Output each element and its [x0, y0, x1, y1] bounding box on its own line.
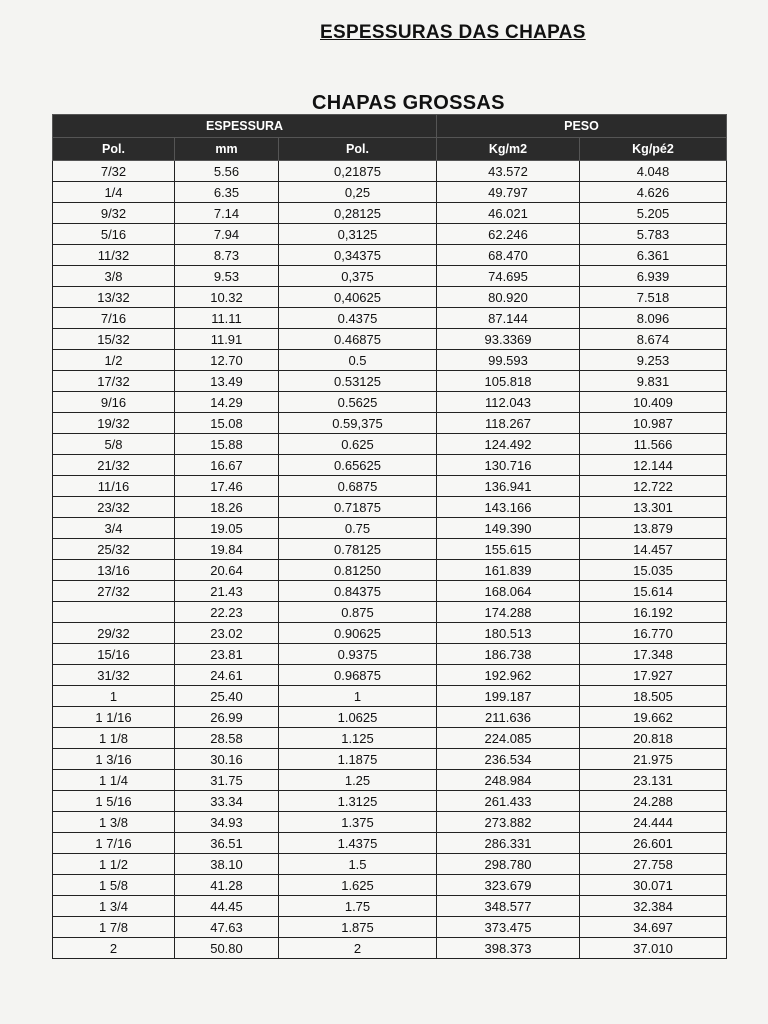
cell-kg-m2: 124.492 [437, 434, 580, 455]
cell-mm: 30.16 [175, 749, 279, 770]
table-row [53, 581, 727, 602]
cell-kg-pe2: 7.518 [580, 287, 727, 308]
cell-pol-fraction: 1 7/8 [53, 917, 175, 938]
cell-kg-m2: 348.577 [437, 896, 580, 917]
cell-pol-fraction: 19/32 [53, 413, 175, 434]
cell-pol-decimal: 1.625 [279, 875, 437, 896]
cell-mm: 26.99 [175, 707, 279, 728]
cell-pol-decimal: 0.4375 [279, 308, 437, 329]
cell-kg-m2: 236.534 [437, 749, 580, 770]
cell-mm: 44.45 [175, 896, 279, 917]
table-row [53, 161, 727, 182]
cell-mm: 9.53 [175, 266, 279, 287]
table-body [53, 161, 727, 959]
cell-kg-pe2: 13.879 [580, 518, 727, 539]
cell-pol-decimal: 0,25 [279, 182, 437, 203]
table-row [53, 812, 727, 833]
cell-kg-pe2: 18.505 [580, 686, 727, 707]
cell-mm: 11.91 [175, 329, 279, 350]
cell-kg-m2: 136.941 [437, 476, 580, 497]
cell-kg-m2: 248.984 [437, 770, 580, 791]
cell-kg-pe2: 8.674 [580, 329, 727, 350]
cell-pol-fraction: 11/32 [53, 245, 175, 266]
cell-kg-m2: 118.267 [437, 413, 580, 434]
table-row [53, 497, 727, 518]
cell-mm: 7.94 [175, 224, 279, 245]
table-row [53, 434, 727, 455]
cell-kg-pe2: 32.384 [580, 896, 727, 917]
cell-pol-fraction: 15/32 [53, 329, 175, 350]
cell-kg-m2: 192.962 [437, 665, 580, 686]
cell-mm: 12.70 [175, 350, 279, 371]
cell-kg-pe2: 12.144 [580, 455, 727, 476]
cell-kg-m2: 130.716 [437, 455, 580, 476]
table-row [53, 707, 727, 728]
cell-pol-fraction: 11/16 [53, 476, 175, 497]
cell-kg-pe2: 23.131 [580, 770, 727, 791]
cell-mm: 23.02 [175, 623, 279, 644]
cell-mm: 38.10 [175, 854, 279, 875]
table-row [53, 770, 727, 791]
cell-mm: 31.75 [175, 770, 279, 791]
cell-mm: 19.84 [175, 539, 279, 560]
cell-mm: 19.05 [175, 518, 279, 539]
cell-pol-decimal: 1.5 [279, 854, 437, 875]
cell-mm: 28.58 [175, 728, 279, 749]
cell-kg-pe2: 16.192 [580, 602, 727, 623]
table-row [53, 623, 727, 644]
table-row [53, 392, 727, 413]
cell-kg-m2: 99.593 [437, 350, 580, 371]
cell-kg-pe2: 4.626 [580, 182, 727, 203]
cell-mm: 41.28 [175, 875, 279, 896]
cell-kg-pe2: 4.048 [580, 161, 727, 182]
thickness-table-container [52, 114, 726, 959]
table-row [53, 350, 727, 371]
table-row [53, 749, 727, 770]
cell-pol-fraction: 3/8 [53, 266, 175, 287]
cell-kg-pe2: 17.348 [580, 644, 727, 665]
cell-kg-m2: 224.085 [437, 728, 580, 749]
cell-kg-m2: 211.636 [437, 707, 580, 728]
cell-pol-fraction: 1 3/8 [53, 812, 175, 833]
cell-pol-fraction: 2 [53, 938, 175, 959]
cell-pol-fraction: 9/16 [53, 392, 175, 413]
header-group-espessura: ESPESSURA [53, 115, 437, 138]
cell-pol-decimal: 0.9375 [279, 644, 437, 665]
cell-pol-fraction: 25/32 [53, 539, 175, 560]
table-header [53, 115, 727, 161]
cell-kg-m2: 199.187 [437, 686, 580, 707]
table-row [53, 224, 727, 245]
cell-kg-pe2: 30.071 [580, 875, 727, 896]
cell-pol-fraction: 1 3/16 [53, 749, 175, 770]
cell-kg-m2: 43.572 [437, 161, 580, 182]
cell-kg-m2: 93.3369 [437, 329, 580, 350]
cell-pol-decimal: 0.46875 [279, 329, 437, 350]
thickness-table [52, 114, 727, 959]
cell-kg-m2: 112.043 [437, 392, 580, 413]
cell-kg-pe2: 26.601 [580, 833, 727, 854]
cell-mm: 8.73 [175, 245, 279, 266]
cell-mm: 13.49 [175, 371, 279, 392]
cell-kg-m2: 155.615 [437, 539, 580, 560]
table-row [53, 665, 727, 686]
cell-pol-decimal: 0.71875 [279, 497, 437, 518]
cell-kg-m2: 298.780 [437, 854, 580, 875]
cell-pol-decimal: 1 [279, 686, 437, 707]
cell-pol-decimal: 0.625 [279, 434, 437, 455]
cell-kg-pe2: 37.010 [580, 938, 727, 959]
cell-mm: 24.61 [175, 665, 279, 686]
table-row [53, 917, 727, 938]
header-col-kg-m2: Kg/m2 [437, 138, 580, 161]
table-row [53, 182, 727, 203]
cell-kg-m2: 68.470 [437, 245, 580, 266]
cell-kg-pe2: 15.614 [580, 581, 727, 602]
cell-mm: 34.93 [175, 812, 279, 833]
cell-pol-decimal: 0,375 [279, 266, 437, 287]
cell-pol-decimal: 1.875 [279, 917, 437, 938]
cell-kg-pe2: 6.939 [580, 266, 727, 287]
cell-pol-decimal: 1.25 [279, 770, 437, 791]
cell-kg-m2: 143.166 [437, 497, 580, 518]
header-col-kg-pe2: Kg/pé2 [580, 138, 727, 161]
cell-mm: 20.64 [175, 560, 279, 581]
cell-mm: 10.32 [175, 287, 279, 308]
table-row [53, 833, 727, 854]
cell-kg-pe2: 6.361 [580, 245, 727, 266]
table-row [53, 413, 727, 434]
cell-kg-m2: 180.513 [437, 623, 580, 644]
cell-mm: 17.46 [175, 476, 279, 497]
cell-mm: 15.88 [175, 434, 279, 455]
header-col-mm: mm [175, 138, 279, 161]
cell-kg-pe2: 12.722 [580, 476, 727, 497]
cell-pol-decimal: 1.1875 [279, 749, 437, 770]
table-row [53, 287, 727, 308]
table-row [53, 245, 727, 266]
table-row [53, 539, 727, 560]
page-title: ESPESSURAS DAS CHAPAS [320, 22, 586, 43]
table-row [53, 686, 727, 707]
cell-mm: 21.43 [175, 581, 279, 602]
cell-pol-fraction: 1 1/8 [53, 728, 175, 749]
cell-pol-decimal: 0.84375 [279, 581, 437, 602]
cell-mm: 5.56 [175, 161, 279, 182]
cell-pol-decimal: 0.59,375 [279, 413, 437, 434]
cell-mm: 6.35 [175, 182, 279, 203]
cell-kg-m2: 323.679 [437, 875, 580, 896]
cell-kg-m2: 186.738 [437, 644, 580, 665]
cell-kg-pe2: 17.927 [580, 665, 727, 686]
cell-pol-decimal: 0,28125 [279, 203, 437, 224]
cell-kg-m2: 80.920 [437, 287, 580, 308]
cell-kg-pe2: 27.758 [580, 854, 727, 875]
cell-kg-m2: 174.288 [437, 602, 580, 623]
cell-pol-fraction: 1 [53, 686, 175, 707]
cell-pol-fraction: 29/32 [53, 623, 175, 644]
cell-kg-m2: 398.373 [437, 938, 580, 959]
cell-pol-fraction: 5/16 [53, 224, 175, 245]
cell-kg-pe2: 5.783 [580, 224, 727, 245]
cell-pol-fraction [53, 602, 175, 623]
cell-pol-fraction: 1 1/2 [53, 854, 175, 875]
cell-pol-fraction: 1 1/4 [53, 770, 175, 791]
table-row [53, 203, 727, 224]
header-group-peso: PESO [437, 115, 727, 138]
table-row [53, 455, 727, 476]
table-row [53, 602, 727, 623]
cell-kg-pe2: 34.697 [580, 917, 727, 938]
cell-pol-fraction: 1 1/16 [53, 707, 175, 728]
cell-kg-m2: 168.064 [437, 581, 580, 602]
cell-pol-decimal: 0.53125 [279, 371, 437, 392]
cell-pol-fraction: 5/8 [53, 434, 175, 455]
cell-pol-fraction: 3/4 [53, 518, 175, 539]
cell-kg-pe2: 21.975 [580, 749, 727, 770]
cell-kg-pe2: 24.288 [580, 791, 727, 812]
cell-pol-decimal: 0.65625 [279, 455, 437, 476]
table-row [53, 728, 727, 749]
table-row [53, 518, 727, 539]
cell-pol-decimal: 0,21875 [279, 161, 437, 182]
cell-kg-pe2: 10.409 [580, 392, 727, 413]
table-row [53, 476, 727, 497]
cell-pol-fraction: 13/32 [53, 287, 175, 308]
cell-pol-decimal: 1.3125 [279, 791, 437, 812]
cell-kg-pe2: 14.457 [580, 539, 727, 560]
cell-mm: 50.80 [175, 938, 279, 959]
cell-pol-decimal: 0.96875 [279, 665, 437, 686]
cell-mm: 36.51 [175, 833, 279, 854]
cell-pol-fraction: 23/32 [53, 497, 175, 518]
table-row [53, 329, 727, 350]
cell-pol-fraction: 1 5/8 [53, 875, 175, 896]
cell-kg-pe2: 15.035 [580, 560, 727, 581]
cell-pol-decimal: 0.90625 [279, 623, 437, 644]
table-row [53, 938, 727, 959]
cell-pol-fraction: 1 5/16 [53, 791, 175, 812]
cell-kg-pe2: 10.987 [580, 413, 727, 434]
cell-mm: 22.23 [175, 602, 279, 623]
cell-kg-pe2: 9.253 [580, 350, 727, 371]
header-col-pol-decimal: Pol. [279, 138, 437, 161]
cell-pol-decimal: 0,3125 [279, 224, 437, 245]
cell-kg-pe2: 13.301 [580, 497, 727, 518]
cell-kg-m2: 261.433 [437, 791, 580, 812]
cell-kg-pe2: 11.566 [580, 434, 727, 455]
table-row [53, 875, 727, 896]
cell-mm: 11.11 [175, 308, 279, 329]
cell-kg-m2: 46.021 [437, 203, 580, 224]
cell-pol-fraction: 1/4 [53, 182, 175, 203]
cell-mm: 47.63 [175, 917, 279, 938]
cell-mm: 33.34 [175, 791, 279, 812]
cell-kg-m2: 62.246 [437, 224, 580, 245]
cell-mm: 15.08 [175, 413, 279, 434]
cell-pol-fraction: 9/32 [53, 203, 175, 224]
table-row [53, 308, 727, 329]
cell-kg-pe2: 16.770 [580, 623, 727, 644]
cell-pol-fraction: 21/32 [53, 455, 175, 476]
cell-pol-fraction: 1 3/4 [53, 896, 175, 917]
table-row [53, 896, 727, 917]
table-row [53, 854, 727, 875]
cell-kg-pe2: 24.444 [580, 812, 727, 833]
cell-pol-decimal: 0.78125 [279, 539, 437, 560]
cell-pol-fraction: 7/16 [53, 308, 175, 329]
cell-pol-fraction: 13/16 [53, 560, 175, 581]
table-row [53, 266, 727, 287]
cell-kg-m2: 74.695 [437, 266, 580, 287]
cell-pol-decimal: 1.125 [279, 728, 437, 749]
cell-pol-fraction: 7/32 [53, 161, 175, 182]
header-group-row [53, 115, 727, 138]
cell-kg-m2: 161.839 [437, 560, 580, 581]
cell-kg-m2: 105.818 [437, 371, 580, 392]
table-row [53, 371, 727, 392]
cell-mm: 14.29 [175, 392, 279, 413]
cell-pol-decimal: 0,40625 [279, 287, 437, 308]
cell-pol-decimal: 0.6875 [279, 476, 437, 497]
table-title: CHAPAS GROSSAS [312, 92, 505, 114]
cell-kg-m2: 373.475 [437, 917, 580, 938]
cell-mm: 23.81 [175, 644, 279, 665]
cell-pol-fraction: 1/2 [53, 350, 175, 371]
cell-kg-m2: 49.797 [437, 182, 580, 203]
table-row [53, 560, 727, 581]
header-col-pol-fraction: Pol. [53, 138, 175, 161]
cell-pol-decimal: 0.5 [279, 350, 437, 371]
cell-pol-decimal: 0.875 [279, 602, 437, 623]
cell-pol-decimal: 1.75 [279, 896, 437, 917]
cell-mm: 25.40 [175, 686, 279, 707]
cell-pol-fraction: 15/16 [53, 644, 175, 665]
cell-kg-pe2: 9.831 [580, 371, 727, 392]
cell-pol-decimal: 2 [279, 938, 437, 959]
cell-pol-decimal: 1.0625 [279, 707, 437, 728]
table-row [53, 791, 727, 812]
cell-mm: 7.14 [175, 203, 279, 224]
cell-pol-fraction: 27/32 [53, 581, 175, 602]
cell-mm: 18.26 [175, 497, 279, 518]
cell-pol-decimal: 1.4375 [279, 833, 437, 854]
cell-pol-fraction: 1 7/16 [53, 833, 175, 854]
cell-pol-decimal: 0.81250 [279, 560, 437, 581]
cell-kg-m2: 149.390 [437, 518, 580, 539]
header-column-row [53, 138, 727, 161]
cell-kg-pe2: 5.205 [580, 203, 727, 224]
cell-pol-decimal: 0,34375 [279, 245, 437, 266]
cell-kg-pe2: 20.818 [580, 728, 727, 749]
cell-pol-fraction: 17/32 [53, 371, 175, 392]
cell-pol-decimal: 1.375 [279, 812, 437, 833]
cell-kg-pe2: 8.096 [580, 308, 727, 329]
cell-kg-m2: 273.882 [437, 812, 580, 833]
cell-mm: 16.67 [175, 455, 279, 476]
cell-pol-decimal: 0.5625 [279, 392, 437, 413]
cell-pol-fraction: 31/32 [53, 665, 175, 686]
table-row [53, 644, 727, 665]
cell-kg-m2: 87.144 [437, 308, 580, 329]
cell-kg-pe2: 19.662 [580, 707, 727, 728]
cell-pol-decimal: 0.75 [279, 518, 437, 539]
cell-kg-m2: 286.331 [437, 833, 580, 854]
